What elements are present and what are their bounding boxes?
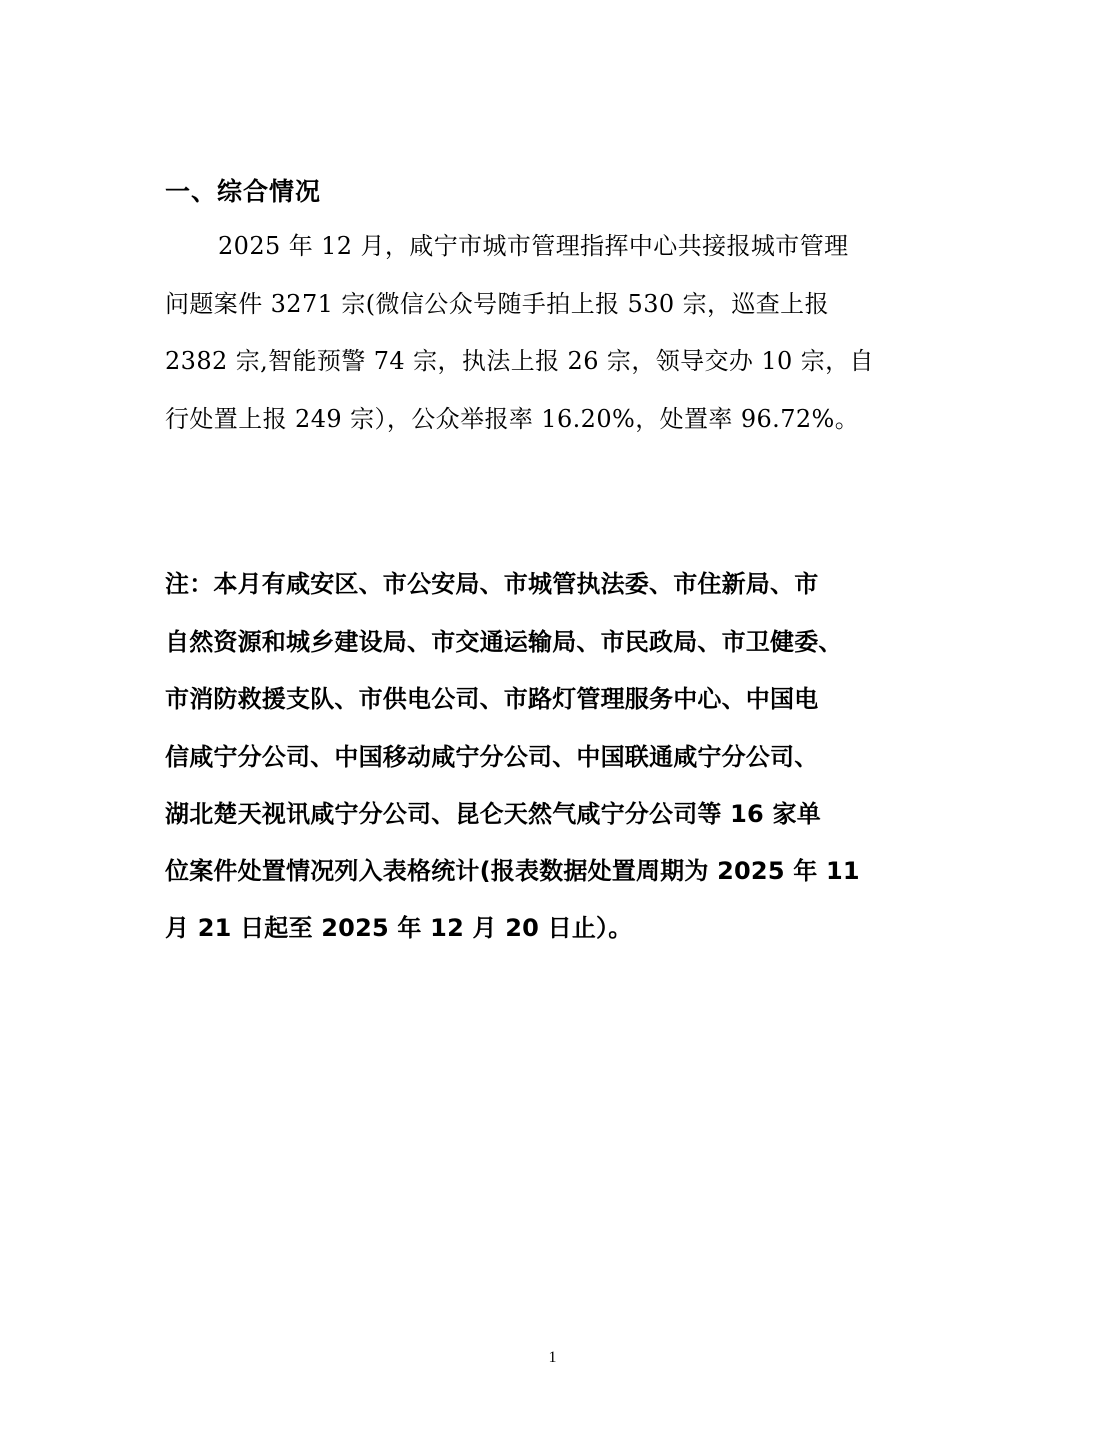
note-line-1: 注：本月有咸安区、市公安局、市城管执法委、市住新局、市 xyxy=(165,570,819,598)
note-line-5: 湖北楚天视讯咸宁分公司、昆仑天然气咸宁分公司等 16 家单 xyxy=(165,800,821,828)
summary-line-2: 问题案件 3271 宗(微信公众号随手拍上报 530 宗，巡查上报 xyxy=(165,290,829,318)
note-line-3: 市消防救援支队、市供电公司、市路灯管理服务中心、中国电 xyxy=(165,685,819,713)
summary-line-3: 2382 宗,智能预警 74 宗，执法上报 26 宗，领导交办 10 宗，自 xyxy=(165,347,874,375)
note-line-7: 月 21 日起至 2025 年 12 月 20 日止）。 xyxy=(165,914,633,942)
section-heading: 一、综合情况 xyxy=(165,177,322,206)
summary-line-4: 行处置上报 249 宗），公众举报率 16.20%，处置率 96.72%。 xyxy=(165,405,860,433)
summary-line-1: 2025 年 12 月，咸宁市城市管理指挥中心共接报城市管理 xyxy=(218,232,849,260)
page-number: 1 xyxy=(548,1349,557,1366)
note-line-6: 位案件处置情况列入表格统计(报表数据处置周期为 2025 年 11 xyxy=(165,857,860,885)
note-line-2: 自然资源和城乡建设局、市交通运输局、市民政局、市卫健委、 xyxy=(165,628,843,656)
note-line-4: 信咸宁分公司、中国移动咸宁分公司、中国联通咸宁分公司、 xyxy=(165,743,819,771)
